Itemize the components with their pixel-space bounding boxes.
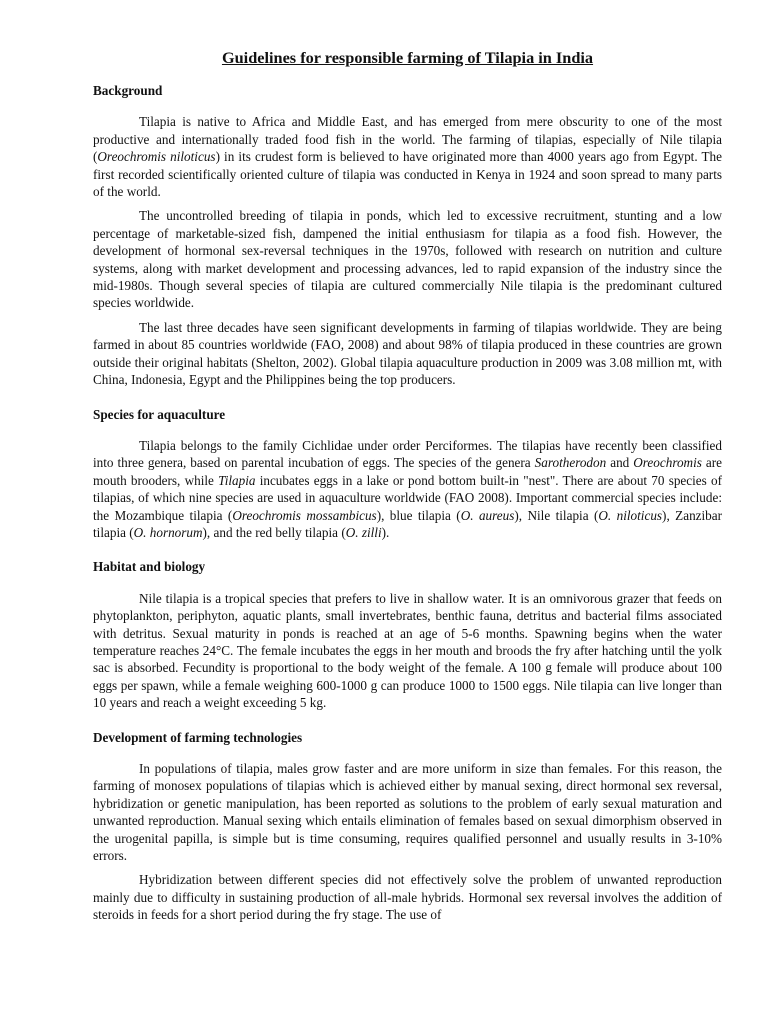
background-paragraph-2: The uncontrolled breeding of tilapia in ponds, which led to excessive recruitment, stunting and a low percentage of marketable-sized fish, dampened the initial enthusiasm for tilapia as a food fish. However, the development of hormonal sex-reversal techniques in the 1970s, followed with research on nutrition and culture systems, along with market development and processing advances, led to rapid expansion of the industry since the mid-1980s. Though several species of tilapia are cultured commercially Nile tilapia is the predominant cultured species worldwide. — [93, 208, 722, 311]
development-paragraph-1: In populations of tilapia, males grow faster and are more uniform in size than females. For this reason, the farming of monosex populations of tilapias which is achieved either by manual sexing, direct hormonal sex reversal, hybridization or genetic manipulation, has been reported as solutions to the problem of early sexual maturation and unwanted reproduction. Manual sexing which entails elimination of females based on sexual dimorphism observed in the urogenital papilla, is simple but is time consuming, requires qualified personnel and usually results in 3-10% errors. — [93, 761, 722, 864]
section-development — [93, 729, 722, 934]
heading-habitat: Habitat and biology — [93, 559, 206, 575]
sp-text-b: are mouth brooders, while — [93, 455, 722, 488]
section-habitat — [93, 558, 722, 711]
section-background — [93, 82, 722, 389]
sp-text-f: ), Zanzibar tilapia ( — [93, 507, 723, 540]
sp-text-d: ), blue tilapia ( — [376, 507, 461, 523]
bg-species-name: Oreochromis niloticus — [97, 149, 216, 165]
sp-genus-3: Tilapia — [218, 472, 256, 488]
sp-text-a: Tilapia belongs to the family Cichlidae under order Perciformes. The tilapias have recently been classified into three genera, based on parental incubation of eggs. The species of the genera — [93, 437, 722, 471]
sp-text-h: ). — [381, 524, 390, 540]
heading-background: Background — [93, 83, 163, 98]
sp-species-2: O. aureus — [460, 507, 515, 523]
sp-genus-2: Oreochromis — [633, 455, 702, 471]
background-paragraph-1 — [93, 113, 722, 200]
section-species — [93, 406, 722, 542]
species-paragraph-1 — [93, 437, 722, 541]
sp-genus-1: Sarotherodon — [534, 455, 607, 471]
sp-text-c: incubates eggs in a lake or pond bottom built-in "nest". There are about 70 species of tilapias, of which nine species are used in aquaculture worldwide (FAO 2008). Important commercial species include: the Mozambique tilapia ( — [93, 472, 722, 523]
sp-species-4: O. hornorum — [133, 524, 203, 540]
heading-development: Development of farming technologies — [93, 729, 303, 745]
document-title: Guidelines for responsible farming of Tilapia in India — [221, 48, 594, 67]
sp-text-e: ), Nile tilapia ( — [514, 507, 599, 523]
development-paragraph-2: Hybridization between different species did not effectively solve the problem of unwanted reproduction mainly due to difficulty in sustaining production of all-male hybrids. Hormonal sex reversal involves the addition of steroids in feeds for a short period during the fry stage. The use of — [93, 872, 722, 923]
habitat-paragraph-1: Nile tilapia is a tropical species that prefers to live in shallow water. It is an omnivorous grazer that feeds on phytoplankton, periphyton, aquatic plants, small invertebrates, benthic fauna, detritus and bacterial films associated with detritus. Sexual maturity in ponds is reached at an age of 5-6 months. Spawning begins when the water temperature reaches 24°C. The female incubates the eggs in her mouth and broods the fry after hatching until the yolk sac is absorbed. Fecundity is proportional to the body weight of the female. A 100 g female will produce about 100 eggs per spawn, while a female weighing 600-1000 g can produce 1000 to 1500 eggs. Nile tilapia can live longer than 10 years and reach a weight exceeding 5 kg. — [93, 590, 722, 711]
background-paragraph-3: The last three decades have seen significant developments in farming of tilapias worldwide. They are being farmed in about 85 countries worldwide (FAO, 2008) and about 98% of tilapia produced in these countries are grown outside their original habitats (Shelton, 2002). Global tilapia aquaculture production in 2009 was 3.08 million mt, with China, Indonesia, Egypt and the Philippines being the top producers. — [93, 319, 722, 388]
heading-species: Species for aquaculture — [93, 406, 226, 422]
sp-species-3: O. niloticus — [598, 507, 663, 523]
bg-p1-text: Tilapia is native to Africa and Middle East, and has emerged from mere obscurity to one of the most productive and internationally traded food fish in the world. The farming of tilapias, especially of Nile tilapia (Oreochromis niloticus) in its crudest form is believed to have originated more than 4000 years ago from Egypt. The first recorded scientifically oriented culture of tilapia was conducted in Kenya in 1924 and soon spread to many parts of the world. — [93, 114, 722, 200]
sp-species-5: O. zilli — [345, 524, 382, 540]
sp-text-and: and — [606, 455, 634, 471]
sp-species-1: Oreochromis mossambicus — [232, 507, 377, 523]
sp-text-g: ), and the red belly tilapia ( — [202, 524, 346, 540]
